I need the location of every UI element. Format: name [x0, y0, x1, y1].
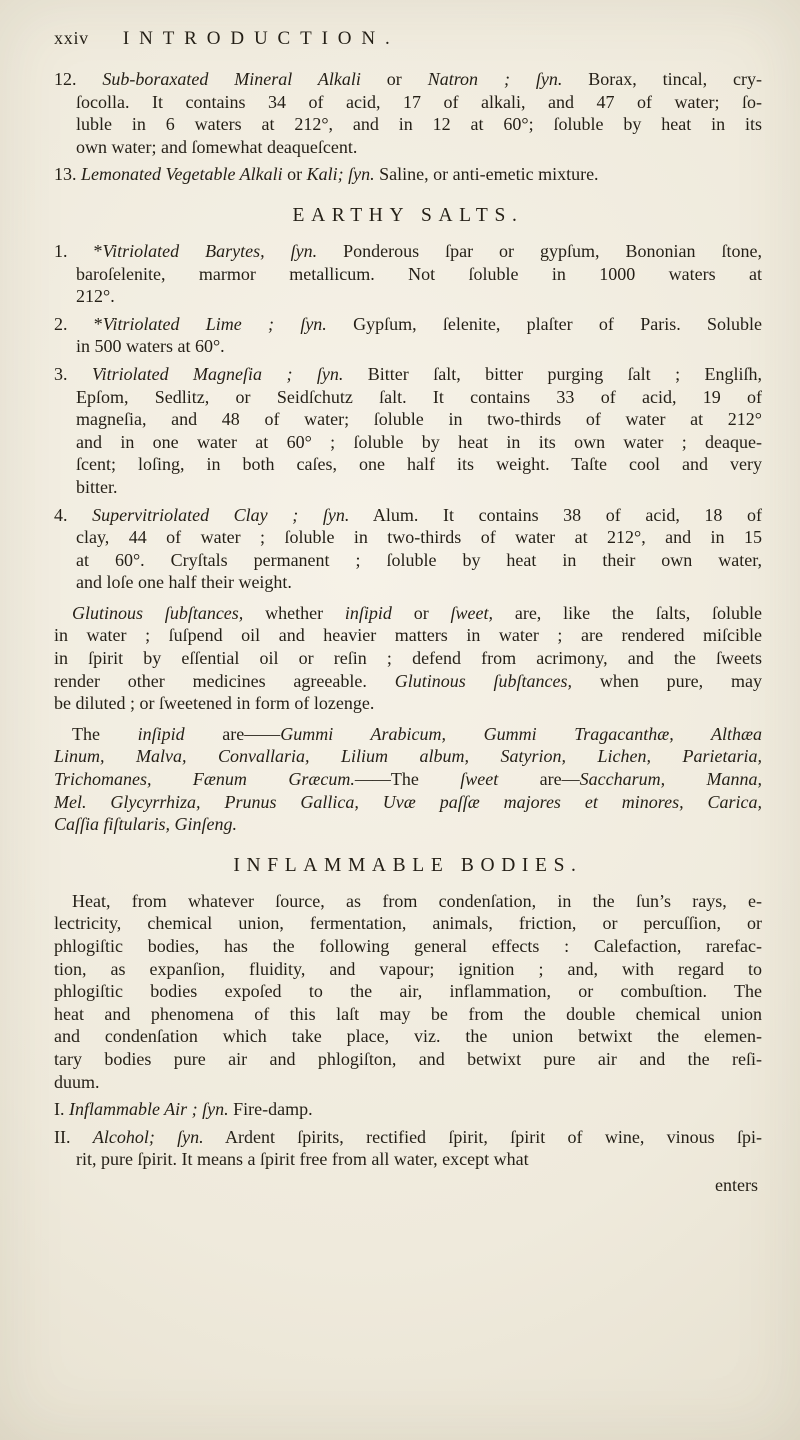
italic-text: Glutinous ſubſtances,	[72, 602, 244, 623]
text-line	[76, 113, 762, 136]
italic-text: Gummi Arabicum, Gummi Tragacanthæ, Althæa	[280, 723, 762, 744]
body-text: 1. *	[54, 240, 103, 261]
body-text: rit, pure ſpirit. It means a ſpirit free from all water, except what	[76, 1149, 529, 1170]
italic-text: Vitriolated Magneſia ; ſyn.	[91, 363, 344, 384]
text-line	[54, 504, 762, 527]
body-text: Ardent ſpirits, rectified ſpirit, ſpirit of wine, vinous ſpi-	[203, 1126, 762, 1147]
text-line	[76, 453, 762, 476]
text-line	[76, 1148, 762, 1171]
body-text: heat and phenomena of this laſt may be from the double chemical union	[54, 1003, 762, 1024]
text-line	[76, 136, 762, 159]
text-line	[76, 476, 762, 499]
entry-3-vitriolated-magnesia	[54, 363, 762, 499]
body-text: phlogiſtic bodies expoſed to the air, inflammation, or combuſtion. The	[54, 981, 762, 1002]
text-line	[54, 624, 762, 647]
text-line	[54, 1126, 762, 1149]
page-number: xxiv	[54, 28, 89, 48]
text-line	[54, 791, 762, 814]
entry-II-alcohol	[54, 1126, 762, 1171]
text-line	[76, 549, 762, 572]
text-line	[54, 958, 762, 981]
body-text: in 500 waters at 60°.	[76, 336, 225, 357]
body-text: Heat, from whatever ſource, as from condenſation, in the ſun’s rays, e-	[72, 890, 762, 911]
body-text: Alum. It contains 38 of acid, 18 of	[349, 504, 762, 525]
entry-12-subboraxated-mineral-alkali	[54, 68, 762, 158]
body-text: lectricity, chemical union, fermentation, animals, friction, or percuſſion, or	[54, 913, 762, 934]
text-line	[54, 980, 762, 1003]
italic-text: Glutinous ſubſtances,	[394, 670, 573, 691]
entry-4-supervitriolated-clay	[54, 504, 762, 594]
italic-text: Supervitriolated Clay ; ſyn.	[92, 504, 350, 525]
text-line	[54, 1003, 762, 1026]
body-text: Ponderous ſpar or gypſum, Bononian ſtone,	[317, 240, 763, 261]
body-text: 2. *	[54, 313, 103, 334]
body-text: ſcent; loſing, in both caſes, one half its weight. Taſte cool and very	[76, 454, 762, 475]
text-line	[54, 1071, 762, 1094]
body-text: 3.	[54, 363, 92, 384]
text-line	[54, 912, 762, 935]
body-text: are, like the ſalts, ſoluble	[493, 602, 762, 623]
body-text: magneſia, and 48 of water; ſoluble in two-thirds of water at 212°	[76, 409, 762, 430]
body-text: when pure, may	[572, 670, 762, 691]
italic-text: Mel. Glycyrrhiza, Prunus Gallica, Uvæ paſſæ majores et minores, Carica,	[54, 791, 762, 812]
italic-text: Inflammable Air ; ſyn.	[69, 1099, 229, 1120]
text-line	[54, 313, 762, 336]
body-text: 12.	[54, 69, 103, 89]
inflammable-bodies-heading: INFLAMMABLE BODIES.	[233, 854, 583, 876]
body-text: duum.	[54, 1071, 100, 1092]
body-text: II.	[54, 1126, 93, 1147]
page-header	[54, 28, 762, 50]
entry-2-vitriolated-lime	[54, 313, 762, 358]
body-text: I.	[54, 1099, 69, 1120]
text-line	[54, 692, 762, 715]
earthy-salts-heading: EARTHY SALTS.	[292, 204, 524, 226]
body-text: or	[360, 69, 428, 89]
body-text: Gypſum, ſelenite, plaſter of Paris. Soluble	[326, 313, 762, 334]
body-text: bitter.	[76, 476, 118, 497]
text-line	[54, 813, 762, 836]
text-line	[76, 526, 762, 549]
body-text: own water; and ſomewhat deaqueſcent.	[76, 136, 358, 157]
italic-text: Trichomanes, Fænum Græcum.	[54, 769, 355, 790]
text-line	[54, 647, 762, 670]
body-text: ſocolla. It contains 34 of acid, 17 of alkali, and 47 of water; ſo-	[76, 91, 762, 112]
insipid-and-sweet-paragraph	[54, 723, 762, 836]
body-text: 4.	[54, 504, 93, 525]
text-line	[76, 285, 762, 308]
italic-text: Linum, Malva, Convallaria, Lilium album, Satyrion, Lichen, Parietaria,	[54, 746, 762, 767]
text-line	[76, 263, 762, 286]
italic-text: Vitriolated Lime ; ſyn.	[102, 313, 327, 334]
body-text: phlogiſtic bodies, has the following general effects : Calefaction, rarefac-	[54, 936, 762, 956]
body-text: render other medicines agreeable.	[54, 670, 395, 691]
text-line	[54, 1048, 762, 1071]
running-title: INTRODUCTION.	[122, 28, 400, 49]
body-text: and condenſation which take place, viz. the union betwixt the elemen-	[54, 1026, 762, 1047]
italic-text: Sub-boraxated Mineral Alkali	[102, 69, 361, 89]
catchword: enters	[715, 1174, 758, 1195]
text-line	[54, 240, 763, 263]
body-text: at 60°. Cryſtals permanent ; ſoluble by heat in their own water,	[76, 549, 762, 570]
text-line	[54, 670, 762, 693]
body-text: Borax, tincal, cry-	[562, 69, 763, 89]
text-line	[54, 363, 762, 386]
body-text: are——	[184, 723, 281, 744]
text-line	[76, 408, 762, 431]
body-text: and in one water at 60° ; ſoluble by heat in its own water ; deaque-	[76, 431, 762, 452]
body-text: whether	[243, 602, 345, 623]
body-text: ——The	[354, 769, 461, 790]
entry-1-vitriolated-barytes	[54, 240, 762, 308]
body-text: Saline, or anti-emetic mixture.	[374, 164, 599, 185]
italic-text: Saccharum, Manna,	[579, 769, 762, 790]
body-text: Fire-damp.	[228, 1099, 313, 1120]
body-text: Bitter ſalt, bitter purging ſalt ; Engliſh,	[343, 363, 762, 384]
body-text: baroſelenite, marmor metallicum. Not ſoluble in 1000 waters at	[76, 263, 762, 284]
italic-text: ſweet	[460, 769, 499, 790]
heat-paragraph	[54, 890, 762, 1093]
body-text: tary bodies pure air and phlogiſton, and betwixt pure air and the reſi-	[54, 1048, 762, 1069]
text-line	[54, 890, 762, 913]
entry-13-lemonated-vegetable-alkali	[54, 163, 762, 186]
text-line	[54, 935, 762, 958]
body-text: or	[391, 602, 451, 623]
body-text: The	[72, 723, 138, 744]
text-line	[76, 91, 762, 114]
italic-text: Caſſia fiſtularis, Ginſeng.	[54, 814, 238, 835]
italic-text: Natron ; ſyn.	[427, 69, 563, 89]
body-text: in ſpirit by eſſential oil or reſin ; defend from acrimony, and the ſweets	[54, 648, 762, 669]
text-line	[54, 1025, 762, 1048]
body-text: be diluted ; or ſweetened in form of lozenge.	[54, 693, 375, 714]
body-text: tion, as expanſion, fluidity, and vapour; ignition ; and, with regard to	[54, 958, 762, 979]
text-line	[76, 431, 762, 454]
body-text: in water ; ſuſpend oil and heavier matters in water ; are rendered miſcible	[54, 625, 762, 646]
body-text: are—	[498, 769, 580, 790]
body-text: or	[282, 164, 307, 185]
italic-text: Alcohol; ſyn.	[92, 1126, 204, 1147]
italic-text: Lemonated Vegetable Alkali	[81, 164, 283, 185]
entry-I-inflammable-air	[54, 1098, 762, 1121]
text-line	[54, 68, 763, 91]
italic-text: inſipid	[137, 723, 185, 744]
text-line	[54, 768, 762, 791]
text-block	[54, 68, 762, 1171]
italic-text: Vitriolated Barytes, ſyn.	[102, 240, 318, 261]
body-text: clay, 44 of water ; ſoluble in two-thirds of water at 212°, and in 15	[76, 527, 762, 548]
body-text: 212°.	[76, 286, 115, 307]
italic-text: inſipid	[344, 602, 392, 623]
text-line	[54, 1098, 762, 1121]
text-line	[76, 571, 762, 594]
text-line	[76, 386, 762, 409]
glutinous-substances-paragraph	[54, 602, 762, 715]
text-line	[54, 163, 762, 186]
text-line	[54, 745, 762, 768]
text-line	[76, 335, 762, 358]
body-text: and loſe one half their weight.	[76, 572, 292, 593]
body-text: Epſom, Sedlitz, or Seidſchutz ſalt. It contains 33 of acid, 19 of	[76, 386, 762, 407]
body-text: 13.	[54, 164, 81, 185]
text-line	[54, 723, 762, 746]
italic-text: Kali; ſyn.	[306, 164, 375, 185]
text-line	[54, 602, 762, 625]
body-text: luble in 6 waters at 212°, and in 12 at 60°; ſoluble by heat in its	[76, 114, 762, 135]
italic-text: ſweet,	[450, 602, 494, 623]
